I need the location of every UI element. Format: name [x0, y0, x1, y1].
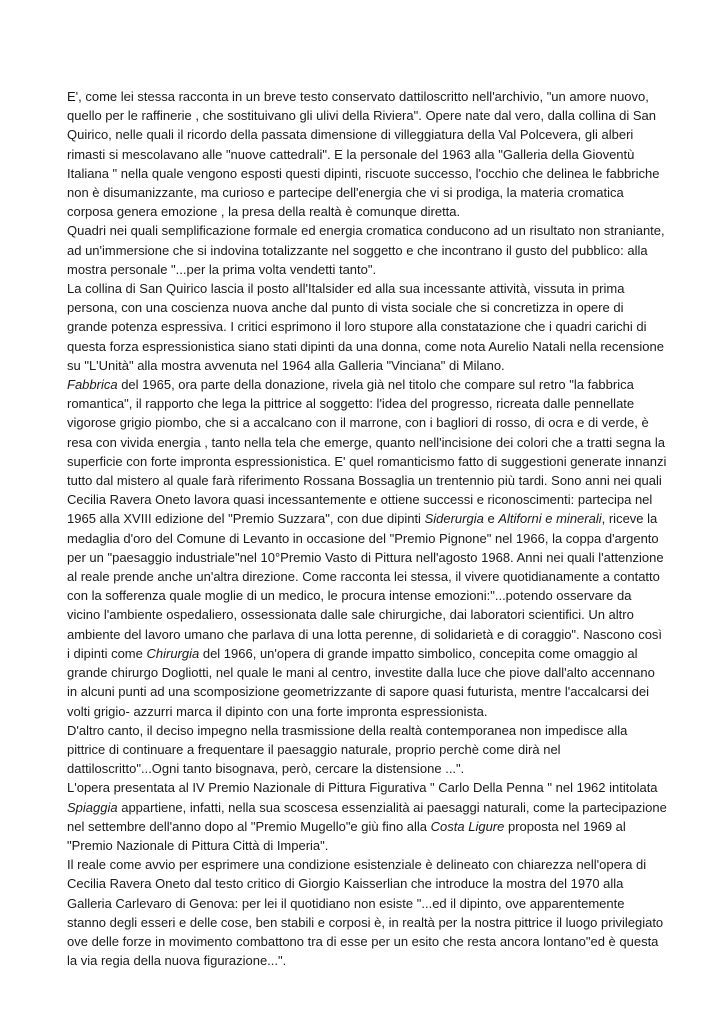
text-segment: Quadri nei quali semplificazione formale ed energia cromatica conducono ad un risultato non straniante, ad un'immersione che si indovina totalizzante nel soggetto e che incontrano il gusto del pubblico: alla mostra personale "...per la prima volta vendetti tanto". — [67, 223, 665, 277]
text-segment: del 1965, ora parte della donazione, rivela già nel titolo che compare sul retro "la fabbrica romantica", il rapporto che lega la pittrice al soggetto: l'idea del progresso, ricreata dalle pennellate vigorose grigio piombo, che si a accalcano con il marrone, con i bagliori di rosso, di ocra e di verde, è resa con vivida energia , tanto nella tela che emerge, quanto nell'incisione dei colori che a tratti segna la superficie con forte impronta espressionistica. E' quel romanticismo fatto di suggestioni generate innanzi tutto dal mistero al quale farà riferimento Rossana Bossaglia un trentennio più tardi. Sono anni nei quali Cecilia Ravera Oneto lavora quasi incessantemente e ottiene successi e riconoscimenti: partecipa nel 1965 alla XVIII edizione del "Premio Suzzara", con due dipinti — [67, 377, 667, 527]
paragraph — [67, 279, 667, 375]
paragraph — [67, 221, 667, 279]
artwork-title: Altiforni e minerali — [498, 511, 602, 527]
text-segment: Il reale come avvio per esprimere una condizione esistenziale è delineato con chiarezza nell'opera di Cecilia Ravera Oneto dal testo critico di Giorgio Kaisserlian che introduce la mostra del 1970 alla Galleria Carlevaro di Genova: per lei il quotidiano non esiste "...ed il dipinto, ove apparentemente stanno degli esseri e delle cose, ben stabili e corposi è, in realtà per la nostra pittrice il luogo privilegiato ove delle forze in movimento combattono tra di esse per un esito che resta ancora lontano"ed è questa la via regia della nuova figurazione...". — [67, 857, 664, 969]
artwork-title: Siderurgia — [424, 511, 484, 527]
text-segment: del 1966, un'opera di grande impatto simbolico, concepita come omaggio al grande chirurgo Dogliotti, nel quale le mani al centro, investite dalla luce che piove dall'alto accennano in alcuni punti ad una scomposizione geometrizzante di sapore quasi futurista, mentre l'accalcarsi dei volti grigio- azzurri marca il dipinto con una forte impronta espressionista. — [67, 645, 655, 719]
paragraph — [67, 855, 667, 970]
text-segment: e — [483, 511, 499, 527]
paragraph — [67, 778, 667, 855]
paragraph — [67, 721, 667, 779]
text-segment: D'altro canto, il deciso impegno nella trasmissione della realtà contemporanea non impedisce alla pittrice di continuare a frequentare il paesaggio naturale, proprio perchè come dirà nel dattiloscritto"...Ogni tanto bisognava, però, cercare la distensione ...". — [67, 722, 628, 777]
text-segment: La collina di San Quirico lascia il posto all'Italsider ed alla sua incessante attività, vissuta in prima persona, con una coscienza nuova anche dal punto di vista sociale che si concretizza in opere di grande potenza espressiva. I critici esprimono il loro stupore alla constatazione che i quadri carichi di questa forza espressionistica siano stati dipinti da una donna, come nota Aurelio Natali nella recensione su "L'Unità" alla mostra avvenuta nel 1964 alla Galleria "Vinciana" di Milano. — [67, 281, 664, 373]
text-segment: E', come lei stessa racconta in un breve testo conservato dattiloscritto nell'archivio, "un amore nuovo, quello per le raffinerie , che sostituivano gli ulivi della Riviera". Opere nate dal vero, dalla collina di San Quirico, nelle quali il ricordo della passata dimensione di villeggiatura della Val Polcevera, gli alberi rimasti si mescolavano alle "nuove cattedrali". E la personale del 1963 alla "Galleria della Gioventù Italiana " nella quale vengono esposti questi dipinti, riscuote successo, l'occhio che delinea le fabbriche non è disumanizzante, ma curioso e partecipe dell'energia che vi si prodiga, la materia cromatica corposa genera emozione , la presa della realtà è comunque diretta. — [67, 89, 660, 220]
paragraph — [67, 375, 667, 721]
text-segment: L'opera presentata al IV Premio Nazionale di Pittura Figurativa " Carlo Della Penna " nel 1962 intitolata — [67, 780, 658, 796]
paragraph — [67, 87, 667, 221]
artwork-title: Chirurgia — [146, 645, 200, 661]
text-segment: , riceve la medaglia d'oro del Comune di Levanto in occasione del "Premio Pignone" nel 1966, la coppa d'argento per un "paesaggio industriale"nel 10°Premio Vasto di Pittura nell'agosto 1968. Anni nei quali l'attenzione al reale prende anche un'altra direzione. Come racconta lei stessa, il vivere quotidianamente a contatto con la sofferenza quale moglie di un medico, le procura intense emozioni:"...potendo osservare da vicino l'ambiente ospedaliero, ossessionata dalle sale chirurgiche, dai laboratori scientifici. Un altro ambiente del lavoro umano che parlava di una lotta perenne, di solidarietà e di coraggio". Nascono così i dipinti come — [67, 511, 664, 661]
artwork-title: Fabbrica — [67, 377, 118, 393]
text-segment: appartiene, infatti, nella sua scoscesa essenzialità ai paesaggi naturali, come la partecipazione nel settembre dell'anno dopo al "Premio Mugello"e giù fino alla — [67, 799, 667, 834]
artwork-title: Spiaggia — [67, 799, 118, 815]
artwork-title: Costa Ligure — [430, 818, 505, 834]
text-segment: proposta nel 1969 al "Premio Nazionale di Pittura Città di Imperia". — [67, 818, 626, 853]
document-body — [67, 87, 667, 970]
